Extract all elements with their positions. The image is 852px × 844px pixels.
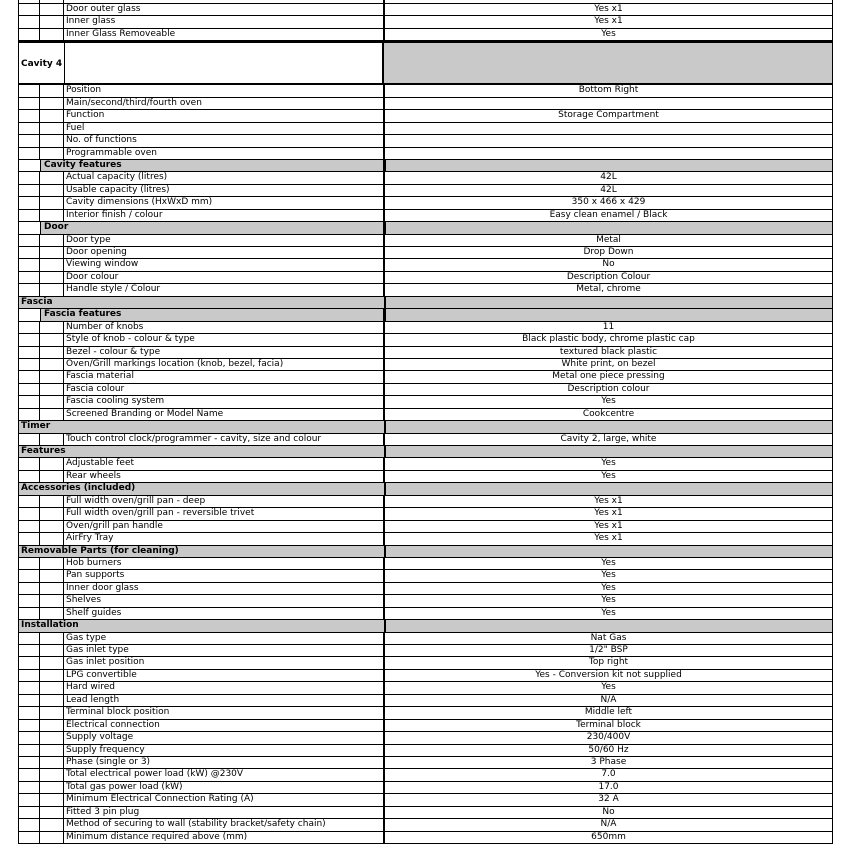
spec-value: Description Colour (383, 272, 833, 283)
spec-label: Interior finish / colour (66, 209, 163, 220)
spec-label: AirFry Tray (66, 533, 114, 544)
spec-row (18, 720, 833, 732)
section-header (18, 222, 833, 234)
spec-value: Metal one piece pressing (383, 371, 833, 382)
spec-label: Door colour (66, 271, 119, 282)
spec-label: Programmable oven (66, 147, 157, 158)
spec-value: Yes x1 (383, 4, 833, 15)
spec-value: Top right (383, 657, 833, 668)
spec-value: Yes x1 (383, 16, 833, 27)
spec-row (18, 135, 833, 147)
spec-label: Supply frequency (66, 744, 145, 755)
spec-row (18, 185, 833, 197)
spec-label: Hob burners (66, 557, 122, 568)
spec-value: Yes (383, 570, 833, 581)
spec-row (18, 608, 833, 620)
spec-value: 3 Phase (383, 757, 833, 768)
spec-label: Total gas power load (kW) (66, 781, 183, 792)
spec-row (18, 657, 833, 669)
spec-label: Shelves (66, 595, 102, 606)
spec-row (18, 496, 833, 508)
spec-row (18, 16, 833, 28)
spec-value: Yes - Conversion kit not supplied (383, 670, 833, 681)
spec-label: Lead length (66, 694, 120, 705)
section-title: Removable Parts (for cleaning) (21, 545, 179, 556)
spec-value: Nat Gas (383, 633, 833, 644)
spec-value: N/A (383, 819, 833, 830)
spec-row (18, 98, 833, 110)
spec-row (18, 272, 833, 284)
spec-value: Yes x1 (383, 508, 833, 519)
spec-row (18, 645, 833, 657)
spec-label: Hard wired (66, 682, 116, 693)
spec-row (18, 172, 833, 184)
spec-value: 650mm (383, 832, 833, 843)
spec-row (18, 4, 833, 16)
spec-row (18, 732, 833, 744)
section-header (18, 421, 833, 433)
spec-label: Full width oven/grill pan - deep (66, 495, 206, 506)
spec-label: Actual capacity (litres) (66, 172, 168, 183)
section-header (18, 309, 833, 321)
spec-label: Full width oven/grill pan - reversible trivet (66, 508, 255, 519)
spec-label: Door type (66, 234, 111, 245)
spec-row (18, 832, 833, 844)
spec-value: Yes (383, 471, 833, 482)
spec-label: Rear wheels (66, 470, 121, 481)
section-title: Fascia features (44, 309, 122, 320)
spec-label: Position (66, 85, 102, 96)
spec-label: Cavity dimensions (HxWxD mm) (66, 197, 213, 208)
spec-label: Inner glass (66, 16, 116, 27)
spec-row (18, 533, 833, 545)
spec-row (18, 769, 833, 781)
spec-label: Function (66, 110, 105, 121)
spec-label: Number of knobs (66, 321, 144, 332)
spec-value: No (383, 807, 833, 818)
spec-row (18, 633, 833, 645)
spec-label: Gas inlet type (66, 645, 129, 655)
spec-label: Supply voltage (66, 732, 134, 743)
spec-label: Door outer glass (66, 4, 141, 14)
spec-value: No (383, 259, 833, 270)
spec-value: 230/400V (383, 732, 833, 743)
spec-label: LPG convertible (66, 669, 137, 680)
spec-label: Fuel (66, 122, 85, 133)
spec-row (18, 210, 833, 222)
spec-value (383, 123, 833, 134)
spec-row (18, 695, 833, 707)
section-title: Cavity features (44, 159, 122, 170)
spec-label: Fascia colour (66, 383, 125, 394)
spec-value (383, 135, 833, 146)
cavity-4-header (18, 41, 833, 85)
spec-value: Description colour (383, 384, 833, 395)
section-title: Installation (21, 620, 79, 631)
spec-value: 11 (383, 322, 833, 333)
spec-row (18, 347, 833, 359)
section-title: Fascia (21, 296, 53, 307)
spec-row (18, 359, 833, 371)
spec-value: Yes (383, 458, 833, 469)
spec-label: Fascia cooling system (66, 396, 165, 407)
spec-label: Terminal block position (66, 707, 170, 718)
spec-label: Gas type (66, 632, 107, 643)
spec-value: Yes x1 (383, 521, 833, 532)
spec-value: Terminal block (383, 720, 833, 731)
spec-row (18, 85, 833, 97)
spec-row (18, 123, 833, 135)
spec-value: Metal, chrome (383, 284, 833, 295)
spec-value: 42L (383, 185, 833, 196)
section-header (18, 297, 833, 309)
spec-label: Door opening (66, 247, 127, 257)
spec-label: Usable capacity (litres) (66, 184, 170, 195)
spec-value: White print, on bezel (383, 359, 833, 370)
spec-value: 350 x 466 x 429 (383, 197, 833, 208)
spec-value: 7.0 (383, 769, 833, 780)
spec-row (18, 570, 833, 582)
spec-row (18, 595, 833, 607)
section-title: Accessories (included) (21, 483, 136, 494)
spec-value (383, 148, 833, 159)
spec-label: Pan supports (66, 570, 125, 581)
spec-row (18, 334, 833, 346)
spec-label: Main/second/third/fourth oven (66, 97, 202, 108)
spec-value: N/A (383, 695, 833, 706)
spec-row (18, 745, 833, 757)
spec-row (18, 807, 833, 819)
spec-row (18, 583, 833, 595)
spec-label: Inner Glass Removeable (66, 28, 176, 39)
spec-value: Yes (383, 682, 833, 693)
spec-value: textured black plastic (383, 347, 833, 358)
spec-value (383, 98, 833, 109)
spec-row (18, 384, 833, 396)
spec-row (18, 670, 833, 682)
spec-row (18, 757, 833, 769)
spec-value: 42L (383, 172, 833, 183)
spec-row (18, 819, 833, 831)
spec-row (18, 682, 833, 694)
spec-row (18, 148, 833, 160)
spec-value: 17.0 (383, 782, 833, 793)
spec-row (18, 558, 833, 570)
spec-value: Yes (383, 583, 833, 594)
spec-label: Fascia material (66, 371, 134, 382)
spec-row (18, 508, 833, 520)
spec-value: Bottom Right (383, 85, 833, 96)
section-header (18, 160, 833, 172)
spec-value: 32 A (383, 794, 833, 805)
spec-value: Easy clean enamel / Black (383, 210, 833, 221)
section-title: Features (21, 446, 66, 456)
spec-label: Handle style / Colour (66, 284, 161, 295)
spec-label: Inner door glass (66, 582, 139, 593)
spec-label: Phase (single or 3) (66, 756, 151, 767)
section-title: Timer (21, 421, 51, 432)
spec-label: Adjustable feet (66, 458, 135, 469)
cavity-title: Cavity 4 (21, 59, 63, 70)
spec-label: Viewing window (66, 259, 139, 270)
spec-row (18, 707, 833, 719)
spec-row (18, 284, 833, 296)
spec-row (18, 29, 833, 41)
section-header (18, 546, 833, 558)
spec-value: Metal (383, 235, 833, 246)
section-header (18, 483, 833, 495)
spec-label: Oven/grill pan handle (66, 520, 163, 531)
spec-label: Shelf guides (66, 607, 122, 618)
spec-value: Middle left (383, 707, 833, 718)
spec-label: Touch control clock/programmer - cavity, size and colour (66, 433, 322, 444)
spec-row (18, 247, 833, 259)
spec-row (18, 197, 833, 209)
spec-row (18, 322, 833, 334)
spec-label: Screened Branding or Model Name (66, 408, 224, 419)
spec-value: 50/60 Hz (383, 745, 833, 756)
spec-row (18, 409, 833, 421)
spec-value: Yes x1 (383, 533, 833, 544)
section-header (18, 446, 833, 458)
spec-value: Black plastic body, chrome plastic cap (383, 334, 833, 345)
spec-value: Yes (383, 396, 833, 407)
spec-value: Yes (383, 595, 833, 606)
spec-label: Minimum Electrical Connection Rating (A) (66, 794, 254, 805)
spec-value: Storage Compartment (383, 110, 833, 121)
spec-label: Style of knob - colour & type (66, 334, 195, 345)
spec-row (18, 794, 833, 806)
spec-value: Yes (383, 29, 833, 40)
spec-label: Total electrical power load (kW) @230V (66, 769, 244, 780)
spec-row (18, 259, 833, 271)
spec-value: Cavity 2, large, white (383, 434, 833, 445)
spec-row (18, 782, 833, 794)
section-title: Door (44, 222, 69, 233)
spec-label: No. of functions (66, 135, 137, 146)
section-header (18, 620, 833, 632)
spec-value: Yes x1 (383, 496, 833, 507)
spec-row (18, 396, 833, 408)
spec-value: Drop Down (383, 247, 833, 258)
spec-value: Cookcentre (383, 409, 833, 420)
spec-row (18, 235, 833, 247)
spec-label: Bezel - colour & type (66, 346, 161, 357)
spec-value: Yes (383, 608, 833, 619)
spec-label: Electrical connection (66, 719, 160, 730)
spec-row (18, 371, 833, 383)
spec-row (18, 110, 833, 122)
spec-sheet (18, 0, 833, 844)
spec-label: Gas inlet position (66, 657, 145, 668)
spec-row (18, 521, 833, 533)
spec-label: Fitted 3 pin plug (66, 806, 140, 817)
spec-row (18, 434, 833, 446)
spec-label: Minimum distance required above (mm) (66, 831, 248, 842)
spec-value: 1/2" BSP (383, 645, 833, 656)
spec-row (18, 458, 833, 470)
spec-value: Yes (383, 558, 833, 569)
spec-label: Method of securing to wall (stability bracket/safety chain) (66, 819, 326, 830)
spec-row (18, 471, 833, 483)
spec-label: Oven/Grill markings location (knob, bezel, facia) (66, 358, 284, 369)
